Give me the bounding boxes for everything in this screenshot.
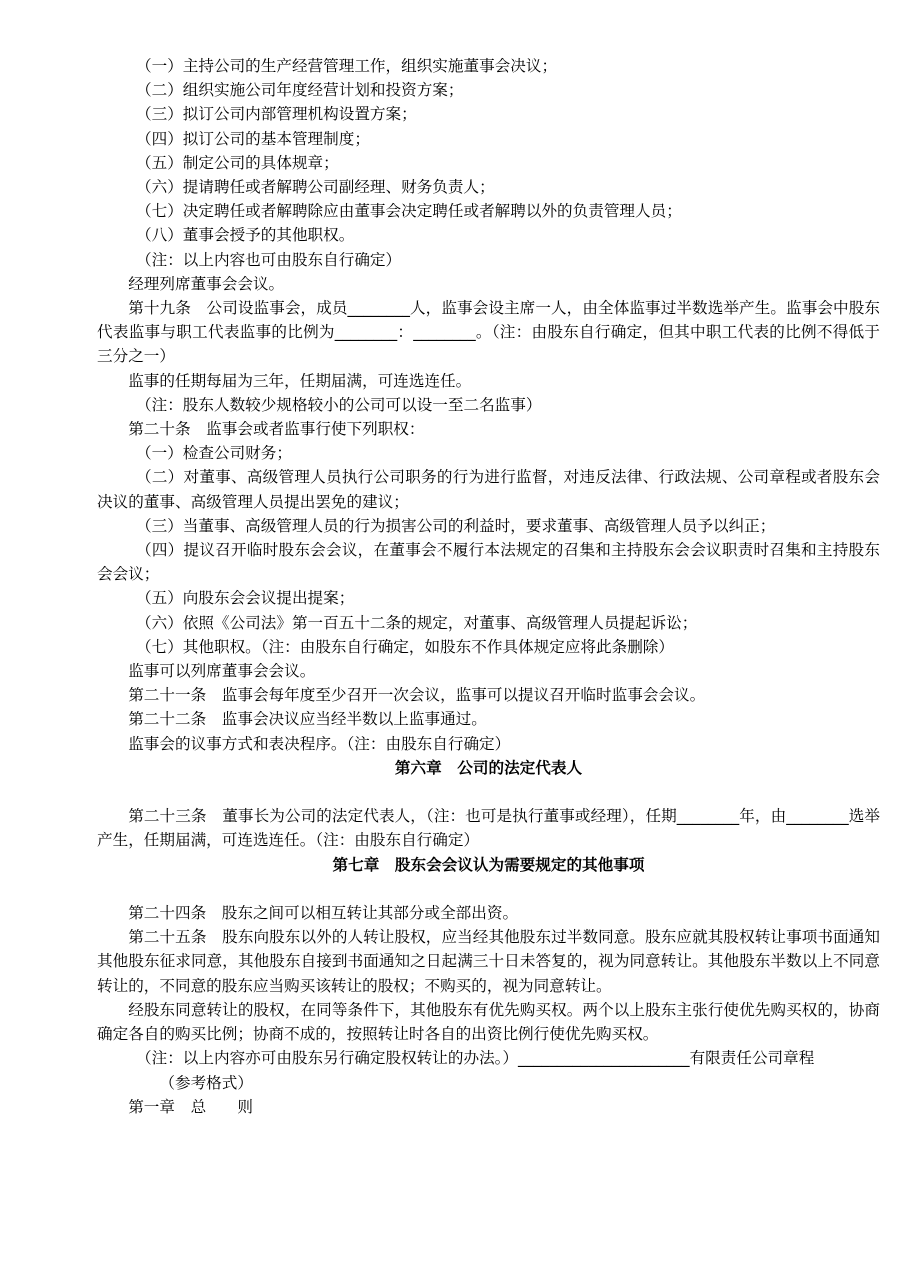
duty-item-3: （三）拟订公司内部管理机构设置方案； [136,105,417,124]
article-22: 第二十二条 监事会决议应当经半数以上监事通过。 [128,710,487,729]
body-paragraph: 经股东同意转让的股权，在同等条件下，其他股东有优先购买权。两个以上股东主张行使优先购买权的，协商确定各自的购买比例；协商不成的，按照转让时各自的出资比例行使优先购买权。 [97,1000,880,1044]
article-20: 第二十条 监事会或者监事行使下列职权： [128,420,425,439]
note-paragraph: （注：以上内容亦可由股东另行确定股权转让的办法。）______________________有限责任公司章程 [136,1049,815,1068]
duty-item-2: （二）组织实施公司年度经营计划和投资方案； [136,81,464,100]
supervisor-item-3: （三）当董事、高级管理人员的行为损害公司的利益时，要求董事、高级管理人员予以纠正； [136,516,776,535]
article-25: 第二十五条 股东向股东以外的人转让股权，应当经其他股东过半数同意。股东应就其股权转让事项书面通知其他股东征求同意，其他股东自接到书面通知之日起满三十日未答复的，视为同意转让。其他股东半数以上不同意转让的，不同意的股东应当购买该转让的股权；不购买的，视为同意转让。 [97,928,880,995]
note-paragraph: （注：股东人数较少规格较小的公司可以设一至二名监事） [136,395,542,414]
reference-format-label: （参考格式） [159,1073,253,1092]
supervisor-item-2: （二）对董事、高级管理人员执行公司职务的行为进行监督，对违反法律、行政法规、公司章程或者股东会决议的董事、高级管理人员提出罢免的建议； [97,468,880,511]
duty-item-8: （八）董事会授予的其他职权。 [136,226,355,245]
duty-item-7: （七）决定聘任或者解聘除应由董事会决定聘任或者解聘以外的负责管理人员； [136,202,682,221]
blank-line [97,877,880,901]
article-23: 第二十三条 董事长为公司的法定代表人，（注：也可是执行董事或经理），任期________年，由________选举产生，任期届满，可连选连任。（注：由股东自行确定） [97,807,880,850]
body-paragraph: 经理列席董事会会议。 [128,274,285,293]
supervisor-item-5: （五）向股东会会议提出提案； [136,589,355,608]
duty-item-1: （一）主持公司的生产经营管理工作，组织实施董事会决议； [136,57,558,75]
supervisor-item-4: （四）提议召开临时股东会会议，在董事会不履行本法规定的召集和主持股东会会议职责时召集和主持股东会会议； [97,541,880,584]
article-24: 第二十四条 股东之间可以相互转让其部分或全部出资。 [128,904,519,923]
document-page [97,54,880,1119]
chapter-1-heading: 第一章 总 则 [128,1097,253,1116]
note-paragraph: （注：以上内容也可由股东自行确定） [136,250,402,269]
duty-item-6: （六）提请聘任或者解聘公司副经理、财务负责人； [136,178,495,197]
supervisor-item-1: （一）检查公司财务； [136,444,292,463]
supervisor-item-7: （七）其他职权。（注：由股东自行确定，如股东不作具体规定应将此条删除） [136,637,674,656]
blank-line [97,780,880,804]
chapter-6-title: 第六章 公司的法定代表人 [394,758,583,777]
body-paragraph: 监事的任期每届为三年，任期届满，可连选连任。 [128,371,472,390]
supervisor-item-6: （六）依照《公司法》第一百五十二条的规定，对董事、高级管理人员提起诉讼； [136,613,698,632]
article-21: 第二十一条 监事会每年度至少召开一次会议，监事可以提议召开临时监事会会议。 [128,686,706,705]
duty-item-4: （四）拟订公司的基本管理制度； [136,129,370,148]
duty-item-5: （五）制定公司的具体规章； [136,153,339,172]
body-paragraph: 监事可以列席董事会会议。 [128,662,316,681]
article-19: 第十九条 公司设监事会，成员________人，监事会设主席一人，由全体监事过半数选举产生。监事会中股东代表监事与职工代表监事的比例为________：________。（注：由股东自行确定，但其中职工代表的比例不得低于三分之一） [97,299,880,366]
body-paragraph: 监事会的议事方式和表决程序。（注：由股东自行确定） [128,734,511,753]
chapter-7-title: 第七章 股东会会议认为需要规定的其他事项 [332,855,645,874]
